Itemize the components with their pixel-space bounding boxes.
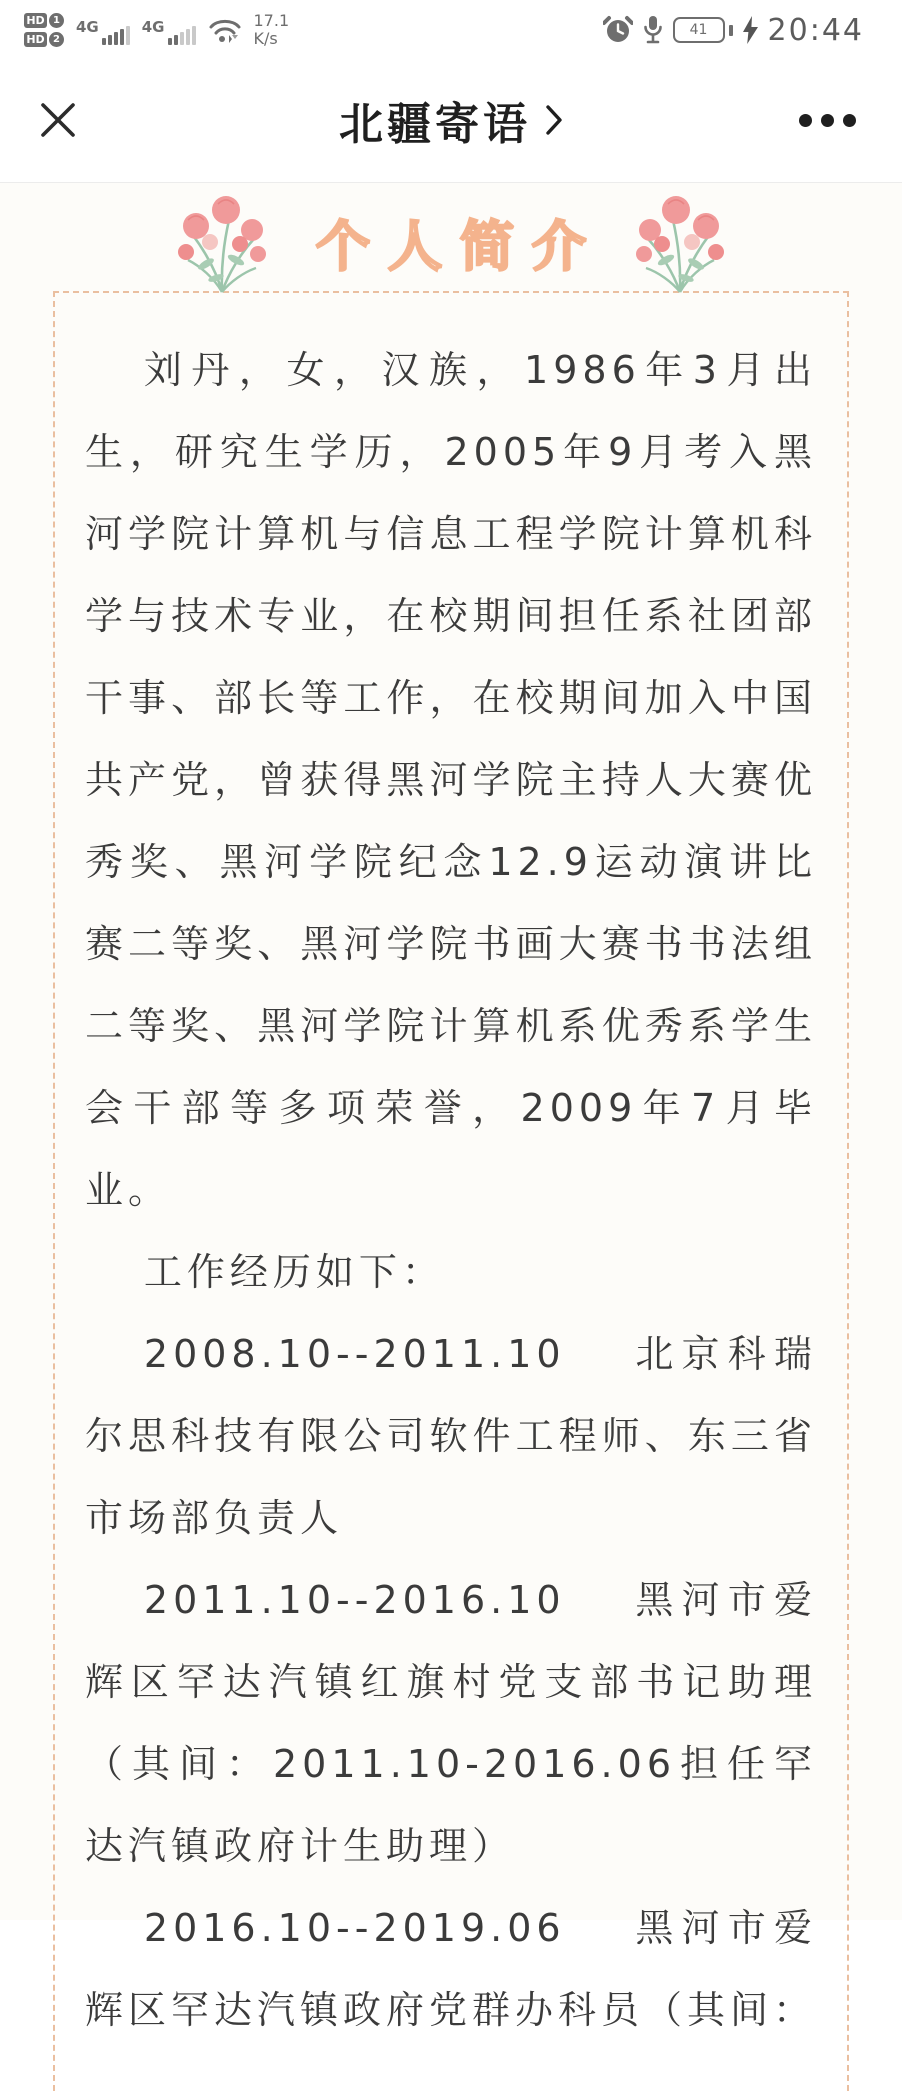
flower-bouquet-icon	[176, 190, 268, 294]
section-title-row	[0, 183, 902, 291]
more-dots-icon	[799, 114, 812, 127]
more-dots-icon	[821, 114, 834, 127]
nav-title-group[interactable]	[0, 58, 902, 182]
battery-icon	[673, 17, 725, 43]
article-dashed-box	[53, 291, 849, 2091]
article-paragraph: 刘丹，女，汉族，1986年3月出生，研究生学历，2005年9月考入黑河学院计算机与信息工程学院计算机科学与技术专业，在校期间担任系社团部干事、部长等工作，在校期间加入中国共产党，曾获得黑河学院主持人大赛优秀奖、黑河学院纪念12.9运动演讲比赛二等奖、黑河学院书画大赛书书法组二等奖、黑河学院计算机系优秀系学生会干部等多项荣誉，2009年7月毕业。	[85, 348, 817, 1212]
wifi-icon	[208, 15, 242, 45]
hd2-badge	[24, 32, 64, 47]
close-button[interactable]	[38, 100, 78, 140]
hd1-badge	[24, 13, 64, 28]
article-paragraph: 2016.10--2019.06 黑河市爱辉区罕达汽镇政府党群办科员（其间：	[85, 1906, 817, 2032]
sim1-signal-icon	[76, 15, 130, 45]
chevron-right-icon	[545, 103, 563, 137]
sim2-network-label: 4G	[141, 18, 165, 36]
battery-nub	[729, 25, 733, 36]
battery-percent: 41	[689, 22, 708, 38]
flower-bouquet-icon	[634, 190, 726, 294]
speed-unit: K/s	[253, 29, 278, 48]
close-icon	[39, 101, 77, 139]
more-menu-button[interactable]	[799, 114, 856, 127]
page-title: 北疆寄语	[339, 99, 531, 150]
microphone-icon	[643, 15, 663, 45]
charging-bolt-icon	[743, 16, 758, 44]
article-paragraph: 2011.10--2016.10 黑河市爱辉区罕达汽镇红旗村党支部书记助理（其间：2011.10-2016.06担任罕达汽镇政府计生助理）	[85, 1578, 817, 1868]
article-paragraph: 工作经历如下：	[143, 1250, 445, 1294]
sim2-signal-icon	[142, 15, 196, 45]
article-content	[0, 183, 902, 2032]
alarm-icon	[603, 15, 633, 45]
sim1-number: 1	[49, 13, 64, 28]
section-title: 个人简介	[316, 214, 604, 278]
nav-bar	[0, 58, 902, 183]
hd-icon: HD	[24, 32, 47, 47]
more-dots-icon	[843, 114, 856, 127]
status-bar	[0, 0, 902, 58]
network-speed	[254, 12, 290, 49]
hd-badges	[24, 13, 64, 47]
speed-value: 17.1	[253, 10, 290, 30]
sim2-number: 2	[49, 32, 64, 47]
hd-icon: HD	[24, 13, 47, 28]
sim1-network-label: 4G	[76, 18, 99, 36]
status-clock: 20:44	[767, 12, 864, 48]
article-body	[85, 329, 817, 2051]
article-paragraph: 2008.10--2011.10 北京科瑞尔思科技有限公司软件工程师、东三省市场部负责人	[85, 1332, 817, 1540]
